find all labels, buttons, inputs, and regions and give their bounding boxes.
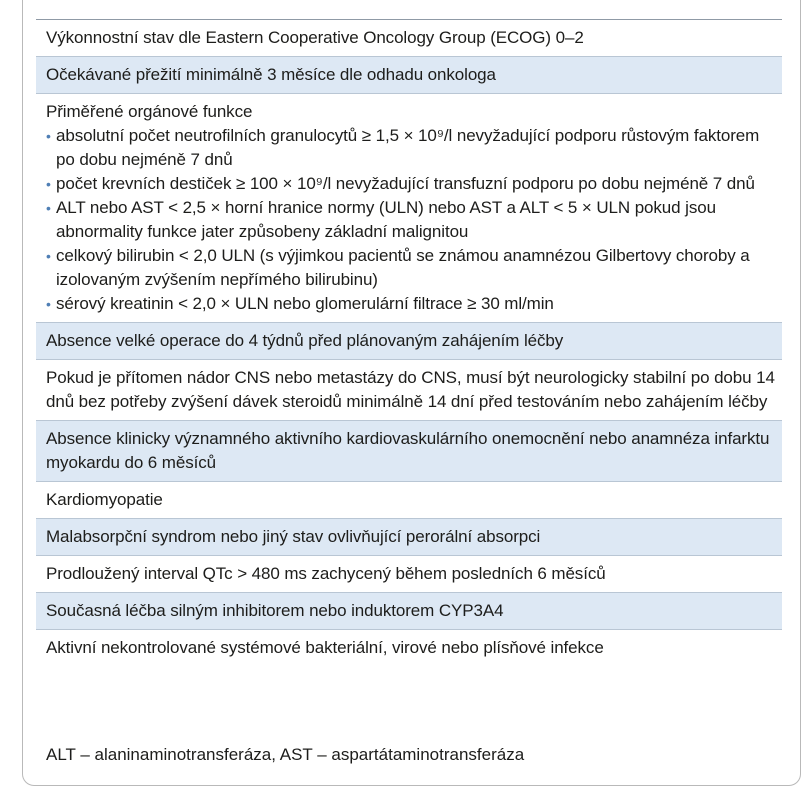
row-text: Aktivní nekontrolované systémové bakteriální, virové nebo plísňové infekce xyxy=(46,638,604,657)
table-row xyxy=(36,518,782,555)
row-text: Výkonnostní stav dle Eastern Cooperative Oncology Group (ECOG) 0–2 xyxy=(46,28,584,47)
row-text: Malabsorpční syndrom nebo jiný stav ovlivňující perorální absorpci xyxy=(46,527,541,546)
row-text: Současná léčba silným inhibitorem nebo induktorem CYP3A4 xyxy=(46,601,504,620)
table-row xyxy=(36,629,782,666)
table-row xyxy=(36,555,782,592)
row-text: Očekávané přežití minimálně 3 měsíce dle odhadu onkologa xyxy=(46,65,496,84)
list-item: • počet krevních destiček ≥ 100 × 10⁹/l nevyžadující transfuzní podporu po dobu nejméně 7 dnů xyxy=(46,172,782,196)
row-text: Kardiomyopatie xyxy=(46,490,163,509)
table-row xyxy=(36,93,782,322)
row-text: Absence klinicky významného aktivního kardiovaskulárního onemocnění nebo anamnéza infarktu myokardu do 6 měsíců xyxy=(46,429,770,472)
table-row xyxy=(36,322,782,359)
row-text: Prodloužený interval QTc > 480 ms zachycený během posledních 6 měsíců xyxy=(46,564,606,583)
table-row xyxy=(36,19,782,56)
table-row xyxy=(36,56,782,93)
list-item: • ALT nebo AST < 2,5 × horní hranice normy (ULN) nebo AST a ALT < 5 × ULN pokud jsou abnormality funkce jater způsobeny základní malignitou xyxy=(46,196,782,244)
table-row xyxy=(36,481,782,518)
row-text: Přiměřené orgánové funkce xyxy=(46,102,253,121)
row-text: Absence velké operace do 4 týdnů před plánovaným zahájením léčby xyxy=(46,331,564,350)
criteria-table xyxy=(36,19,782,666)
table-row xyxy=(36,420,782,481)
footnote: ALT – alaninaminotransferáza, AST – aspartátaminotransferáza xyxy=(46,745,525,764)
table-row xyxy=(36,359,782,420)
row-text: Pokud je přítomen nádor CNS nebo metastázy do CNS, musí být neurologicky stabilní po dobu 14 dnů bez potřeby zvýšení dávek steroidů minimálně 14 dní před testováním nebo zahájením léčby xyxy=(46,368,775,411)
bullet-list xyxy=(46,124,782,316)
list-item: • sérový kreatinin < 2,0 × ULN nebo glomerulární filtrace ≥ 30 ml/min xyxy=(46,292,782,316)
table-row xyxy=(36,592,782,629)
list-item: • celkový bilirubin < 2,0 ULN (s výjimkou pacientů se známou anamnézou Gilbertovy choroby a izolovaným zvýšením nepřímého bilirubinu) xyxy=(46,244,782,292)
list-item: • absolutní počet neutrofilních granulocytů ≥ 1,5 × 10⁹/l nevyžadující podporu růstovým faktorem po dobu nejméně 7 dnů xyxy=(46,124,782,172)
